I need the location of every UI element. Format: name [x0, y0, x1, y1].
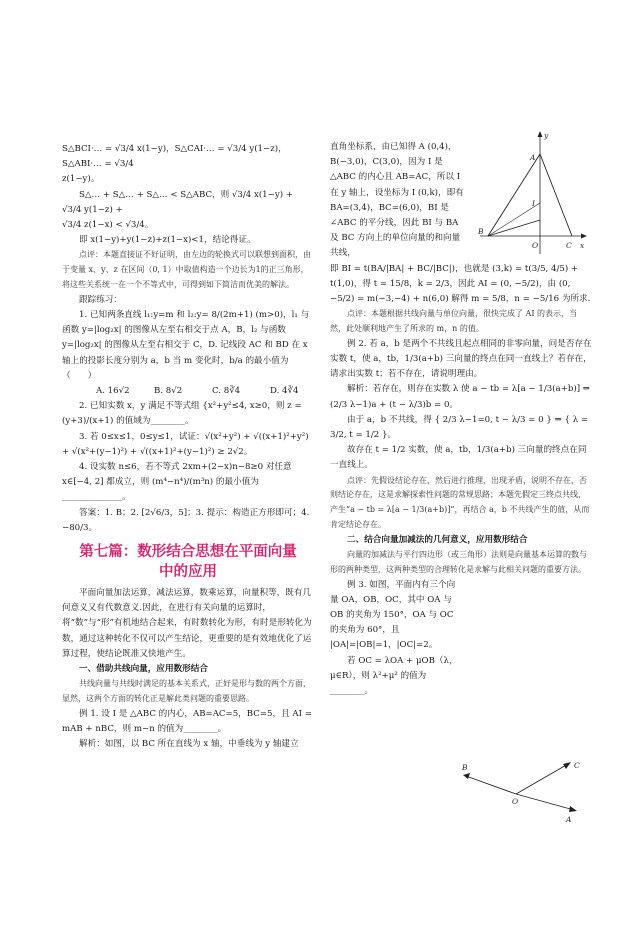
choice-c: C. 8∛4 — [212, 386, 241, 397]
example-1: 例 1. 设 I 是 △ABC 的内心，AB=AC=5，BC=5，且 AI = mAB + nBC，则 m−n 的值为________。 — [62, 708, 312, 735]
answers: 答案：1. B；2. [2√6/3，5]；3. 提示：构造正方形即可；4. −80/3。 — [62, 507, 310, 533]
choice-a: A. 16√2 — [96, 386, 130, 397]
text-line: z(1−y)。 — [62, 174, 100, 185]
solution-text: 由于 a，b 不共线，得 { 2/3 λ−1=0, t − λ/3 = 0 } ⇒ { λ = 3/2, t = 1/2 }。 — [330, 414, 589, 441]
example-3-question: 若 OC = λOA + μOB（λ，μ∈R），则 λ²+μ² 的值为________。 — [330, 655, 458, 697]
text-line: S△… + S△… + S△… < S△ABC，则 √3/4 x(1−y) + √3/4 y(1−z) + — [62, 189, 293, 215]
label-b: B — [478, 227, 484, 236]
solution-text: 解析：若存在，则存在实数 λ 使 a − tb = λ[a − 1/3(a+b)] ⇒ — [347, 384, 591, 395]
section-heading — [62, 542, 314, 582]
choices — [62, 384, 314, 399]
commentary: 点评：本题直接证不好证明，由左边的轮换式可以联想到面积，由于变量 x、y、z 在区间（0, 1）中取值构造一个边长为1的正三角形，将这些关系统一在一个不等式中，可得到如下简洁而优美的解法。 — [62, 250, 311, 290]
commentary: 点评：先假设结论存在，然后进行推理，出现矛盾，说明不存在，否则结论存在，这是求解探索性问题的常规思路；本题先假定三终点共线，产生“a − tb = λ[a − 1/3(a+b)]”，再结合 a，b 不共线产生的值，从而肯定结论存在。 — [330, 475, 590, 530]
vector-oa — [516, 794, 574, 810]
solution-text: 即 BI = t(BA/|BA| + BC/|BC|)，也就是 (3,k) = t(3/5, 4/5) + t(1,0)，得 t = 15/8，k = 2/3，因此 AI = (0, −5/2)，由 (0, −5/2) = m(−3,−4) + n(6,0) 解得 m = 5/8，n = −5/16 为所求. — [330, 263, 591, 305]
label-i: I — [532, 199, 535, 208]
exercise-3: 3. 若 0≤x≤1，0≤y≤1，试证：√(x²+y²) + √((x+1)²+y²) + √(x²+(y−1)²) + √((x+1)²+(y−1)²) ≥ 2√2。 — [62, 431, 309, 457]
label-x: x — [580, 241, 585, 250]
arrowhead-a-icon — [569, 806, 577, 812]
exercise-4: 4. 设实数 n≤6，若不等式 2xm+(2−x)n−8≥0 对任意 x∈[−4, 2] 都成立，则 (m⁴−n⁴)/(m³n) 的最小值为______________。 — [62, 462, 292, 503]
text-line: 即 x(1−y)+y(1−z)+z(1−x)<1，结论得证。 — [79, 235, 256, 246]
solution-text: 故存在 t = 1/2 实数，使 a，tb，1/3(a+b) 三向量的终点在同一直线上。 — [330, 445, 587, 471]
commentary: 向量的加减法与平行四边形（或三角形）法则是向量基本运算的数与形的两种类型，这两种类型的合理转化是求解与此相关问题的重要方法。 — [330, 550, 587, 574]
intro-paragraph: 平面向量加法运算，减法运算，数乘运算，向量积等，既有几何意义又有代数意义.因此，在进行有关向量的运算时，将“数”与“形”有机地结合起来，有时数转化为形，有时是形转化为数，通过这种转化不仅可以产生结论，更重要的是有效地优化了运算过程，使结论既准又快地产生。 — [62, 588, 312, 659]
commentary: 点评：本题根据共线向量与单位向量，很快完成了 AI 的表示，当然，此处顺利地产生了所求的 m，n 的值。 — [330, 309, 578, 334]
text-line: S△BCI·… = √3/4 x(1−y)，S△CAI·… = √3/4 y(1−z)，S△ABI·… = √3/4 — [62, 144, 287, 170]
example-3: 例 3. 如图，平面内有三个向量 OA，OB，OC，其中 OA 与 OB 的夹角为 150°，OA 与 OC 的夹角为 60°，且 |OA|=|OB|=1，|OC|=2。 — [330, 579, 456, 651]
label-o: O — [532, 241, 539, 250]
side-ac — [540, 154, 572, 236]
arrowhead-c-icon — [563, 762, 571, 769]
label-a: A — [566, 815, 572, 824]
label-o: O — [512, 797, 519, 806]
example-3-wrap — [330, 578, 458, 700]
x-axis-arrow-icon — [581, 234, 587, 239]
solution-text: (2/3 λ−1)a + (t − λ/3)b = 0。 — [330, 399, 459, 410]
choice-b: B. 8√2 — [154, 386, 183, 397]
label-y: y — [544, 131, 549, 140]
section-heading-line2: 中的应用 — [159, 563, 217, 581]
vector-oc — [516, 764, 568, 794]
exercise-2: 2. 已知实数 x，y 满足不等式组 {x²+y²≤4, x≥0，则 z = (y+3)/(x+1) 的值域为________。 — [62, 401, 302, 427]
solution-wrap-block — [330, 140, 468, 262]
vector-ob — [466, 776, 516, 794]
solution-text: 直角坐标系，由已知得 A (0,4)，B(−3,0)，C(3,0)，因为 I 是 △ABC 的内心且 AB=AC，所以 I 在 y 轴上，设坐标为 I (0,k)，即有 BA=(3,4)，BC=(6,0)，BI 是 ∠ABC 的平分线，因此 BI 与 BA 及 BC 方向上的单位向量的和向量共线， — [330, 142, 464, 259]
side-ab — [488, 154, 540, 236]
triangle-figure — [474, 128, 590, 260]
subheading: 二、结合向量加减法的几何意义，应用数形结合 — [347, 534, 528, 545]
vectors-figure — [460, 758, 590, 828]
segment-bi — [488, 220, 540, 236]
commentary: 共线向量与共线时满足的基本关系式，正好是形与数的两个方面，显然，这两个方面的转化正是解此类问题的重要思路。 — [62, 679, 311, 704]
text-line: √3/4 z(1−x) < √3/4。 — [62, 220, 154, 231]
section-heading-line1: 第七篇：数形结合思想在平面向量 — [79, 543, 297, 561]
example-2: 例 2. 若 a，b 是两个不共线且起点相同的非零向量，问是否存在实数 t，使 a，tb，1/3(a+b) 三向量的终点在同一直线上？若存在，请求出实数 t；若不存在，请说明理由。 — [330, 338, 592, 380]
arrowhead-b-icon — [463, 773, 470, 779]
label-c: C — [566, 241, 572, 250]
choice-d: D. 4∛4 — [270, 386, 299, 397]
solution-text: 解析：如图，以 BC 所在直线为 x 轴，中垂线为 y 轴建立 — [79, 739, 299, 750]
left-column — [62, 142, 314, 752]
subheading: 一、借助共线向量，应用数形结合 — [79, 664, 208, 675]
label-c: C — [574, 761, 580, 770]
exercise-1: 1. 已知两条直线 l₁:y=m 和 l₂:y= 8/(2m+1) (m>0)，l₁ 与函数 y=|log₂x| 的图像从左至右相交于点 A，B，l₂ 与函数 y=|log₂x| 的图像从左至右相交于 C，D. 记线段 AC 和 BD 在 x 轴上的投影长度分别为 a，b 当 m 变化时，b/a 的最小值为（ ） — [62, 310, 310, 381]
label-b: B — [462, 763, 468, 772]
y-axis-arrow-icon — [538, 131, 543, 137]
section-label: 跟踪练习： — [79, 294, 122, 305]
label-a: A — [530, 153, 536, 162]
